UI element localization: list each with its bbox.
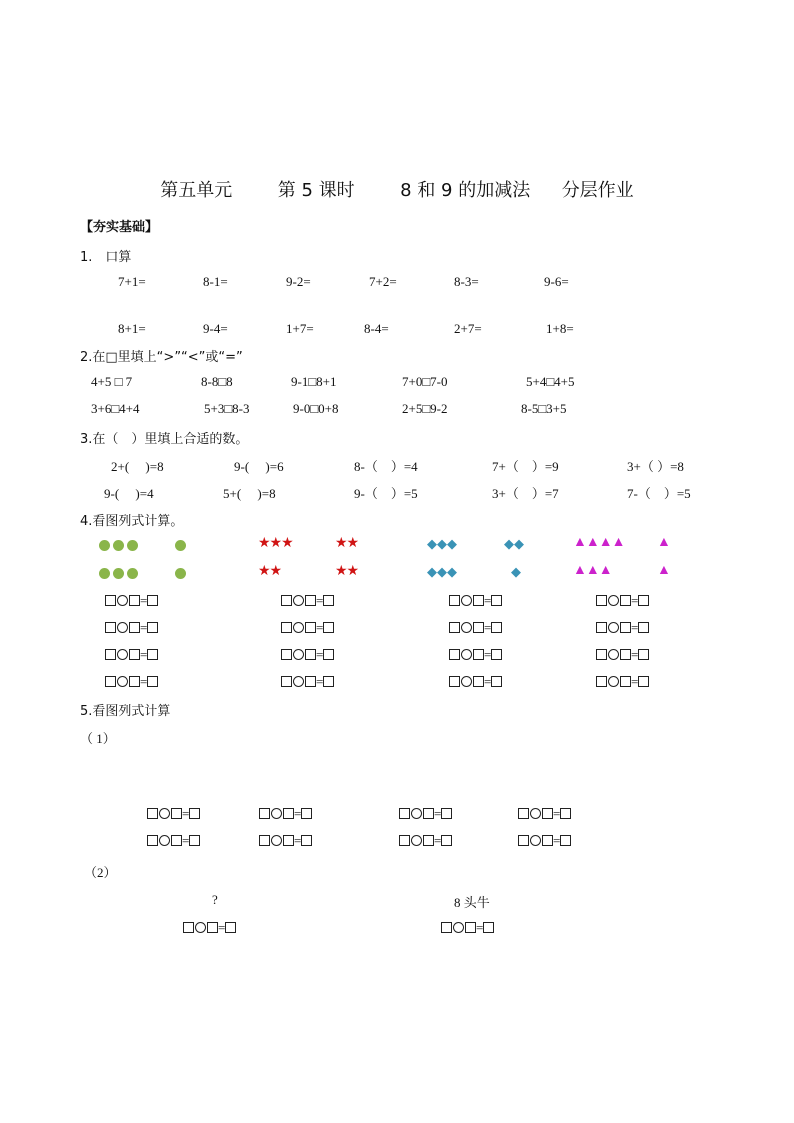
answer-box[interactable] (638, 622, 649, 633)
answer-box[interactable] (147, 808, 158, 819)
answer-box[interactable] (473, 649, 484, 660)
magenta-triangle-icon: ▲▲▲ (573, 563, 612, 578)
answer-box[interactable] (147, 595, 158, 606)
operator-circle[interactable] (461, 595, 472, 606)
equals-sign: = (294, 833, 302, 848)
equals-sign: = (316, 647, 324, 662)
q2-item: 3+6□4+4 (91, 401, 140, 416)
answer-box[interactable] (323, 622, 334, 633)
answer-box[interactable] (441, 808, 452, 819)
equals-sign: = (218, 920, 226, 935)
answer-box[interactable] (620, 622, 631, 633)
operator-circle[interactable] (159, 835, 170, 846)
answer-box[interactable] (518, 835, 529, 846)
green-dot-icon (175, 540, 186, 551)
answer-box[interactable] (491, 595, 502, 606)
operator-circle[interactable] (195, 922, 206, 933)
q2-item: 8-8□8 (201, 374, 233, 389)
equals-sign: = (484, 593, 492, 608)
answer-box[interactable] (620, 595, 631, 606)
equation-template[interactable] (105, 647, 158, 663)
q1-item: 1+8= (546, 321, 574, 336)
equals-sign: = (182, 806, 190, 821)
q3-title: 3.在（ ）里填上合适的数。 (80, 432, 249, 447)
answer-box[interactable] (283, 808, 294, 819)
answer-box[interactable] (281, 595, 292, 606)
operator-circle[interactable] (271, 835, 282, 846)
green-dot-group (175, 566, 189, 584)
page-title (0, 176, 794, 202)
equals-sign: = (631, 674, 639, 689)
q3-item: 2+( )=8 (111, 459, 164, 474)
operator-circle[interactable] (530, 808, 541, 819)
answer-box[interactable] (281, 676, 292, 687)
q1-item: 8-1= (203, 274, 228, 289)
equals-sign: = (434, 833, 442, 848)
answer-box[interactable] (491, 649, 502, 660)
answer-box[interactable] (283, 835, 294, 846)
equation-template[interactable] (596, 620, 649, 636)
operator-circle[interactable] (608, 649, 619, 660)
equation-template[interactable] (281, 593, 334, 609)
answer-box[interactable] (183, 922, 194, 933)
equals-sign: = (140, 674, 148, 689)
equals-sign: = (631, 647, 639, 662)
q3-item: 7-（ ）=5 (627, 486, 691, 501)
blue-diamond-icon: ◆◆◆ (427, 564, 457, 579)
equation-template[interactable] (449, 620, 502, 636)
operator-circle[interactable] (461, 622, 472, 633)
answer-box[interactable] (189, 808, 200, 819)
answer-box[interactable] (423, 808, 434, 819)
equation-template[interactable] (281, 674, 334, 690)
equation-template[interactable] (449, 593, 502, 609)
q1-item: 7+1= (118, 274, 146, 289)
answer-box[interactable] (542, 808, 553, 819)
answer-box[interactable] (129, 676, 140, 687)
q3-item: 9-（ ）=5 (354, 486, 418, 501)
q2-title: 2.在□里填上“>”“<”或“=” (80, 350, 243, 365)
equals-sign: = (140, 620, 148, 635)
answer-box[interactable] (560, 808, 571, 819)
equals-sign: = (631, 593, 639, 608)
green-dot-icon (113, 540, 124, 551)
title-topic: 8 和 9 的加减法 (400, 180, 531, 201)
answer-box[interactable] (441, 835, 452, 846)
q1-item: 2+7= (454, 321, 482, 336)
answer-box[interactable] (638, 595, 649, 606)
q3-item: 9-( )=4 (104, 486, 154, 501)
q1-item: 8-4= (364, 321, 389, 336)
answer-box[interactable] (596, 649, 607, 660)
magenta-triangle-icon: ▲▲▲▲ (573, 535, 625, 550)
q1-item: 1+7= (286, 321, 314, 336)
equation-template[interactable] (399, 806, 452, 822)
operator-circle[interactable] (271, 808, 282, 819)
magenta-triangle-icon: ▲ (657, 535, 670, 550)
operator-circle[interactable] (117, 595, 128, 606)
equation-template[interactable] (281, 647, 334, 663)
equation-template[interactable] (105, 620, 158, 636)
operator-circle[interactable] (453, 922, 464, 933)
q3-item: 3+（ ）=8 (627, 459, 684, 474)
answer-box[interactable] (301, 835, 312, 846)
green-dot-icon (127, 568, 138, 579)
equation-template[interactable] (147, 806, 200, 822)
answer-box[interactable] (491, 676, 502, 687)
answer-box[interactable] (449, 622, 460, 633)
answer-box[interactable] (105, 676, 116, 687)
equation-template[interactable] (259, 806, 312, 822)
q2-item: 7+0□7-0 (402, 374, 448, 389)
answer-box[interactable] (473, 622, 484, 633)
section-label: 【夯实基础】 (80, 220, 159, 235)
operator-circle[interactable] (411, 808, 422, 819)
answer-box[interactable] (483, 922, 494, 933)
equation-template[interactable] (259, 833, 312, 849)
answer-box[interactable] (473, 595, 484, 606)
q3-item: 9-( )=6 (234, 459, 284, 474)
equals-sign: = (140, 647, 148, 662)
green-dot-icon (113, 568, 124, 579)
red-star-icon: ★★ (335, 564, 359, 579)
answer-box[interactable] (423, 835, 434, 846)
answer-box[interactable] (305, 595, 316, 606)
q2-item: 8-5□3+5 (521, 401, 567, 416)
equation-template[interactable] (399, 833, 452, 849)
answer-box[interactable] (259, 808, 270, 819)
equals-sign: = (631, 620, 639, 635)
answer-box[interactable] (105, 649, 116, 660)
q3-item: 8-（ ）=4 (354, 459, 418, 474)
red-star-icon: ★★ (335, 536, 359, 551)
green-dot-group (175, 538, 189, 556)
answer-box[interactable] (638, 676, 649, 687)
answer-box[interactable] (129, 595, 140, 606)
answer-box[interactable] (449, 649, 460, 660)
equals-sign: = (476, 920, 484, 935)
operator-circle[interactable] (411, 835, 422, 846)
equation-template[interactable] (518, 806, 571, 822)
q1-item: 8+1= (118, 321, 146, 336)
equation-template[interactable] (596, 674, 649, 690)
q4-title: 4.看图列式计算。 (80, 514, 184, 529)
answer-box[interactable] (129, 622, 140, 633)
answer-box[interactable] (147, 649, 158, 660)
answer-box[interactable] (171, 808, 182, 819)
answer-box[interactable] (449, 676, 460, 687)
answer-box[interactable] (305, 676, 316, 687)
answer-box[interactable] (449, 595, 460, 606)
answer-box[interactable] (620, 649, 631, 660)
magenta-triangle-icon: ▲ (657, 563, 670, 578)
q3-item: 7+（ ）=9 (492, 459, 559, 474)
q2-item: 5+4□4+5 (526, 374, 575, 389)
answer-box[interactable] (620, 676, 631, 687)
answer-box[interactable] (129, 649, 140, 660)
answer-box[interactable] (399, 808, 410, 819)
green-dot-group (99, 566, 141, 584)
q5-question-mark: ? (212, 892, 218, 907)
q1-item: 9-6= (544, 274, 569, 289)
operator-circle[interactable] (293, 649, 304, 660)
q1-item: 7+2= (369, 274, 397, 289)
equation-template[interactable] (281, 620, 334, 636)
answer-box[interactable] (305, 649, 316, 660)
equals-sign: = (316, 674, 324, 689)
green-dot-icon (99, 540, 110, 551)
answer-box[interactable] (465, 922, 476, 933)
q1-title: 1. 口算 (80, 250, 132, 265)
q5-part2-label: （2） (84, 865, 117, 880)
green-dot-group (99, 538, 141, 556)
q2-item: 4+5 □ 7 (91, 374, 133, 389)
answer-box[interactable] (281, 622, 292, 633)
answer-box[interactable] (542, 835, 553, 846)
equation-template[interactable] (596, 647, 649, 663)
operator-circle[interactable] (117, 649, 128, 660)
equals-sign: = (553, 806, 561, 821)
operator-circle[interactable] (608, 676, 619, 687)
operator-circle[interactable] (293, 595, 304, 606)
operator-circle[interactable] (530, 835, 541, 846)
green-dot-icon (175, 568, 186, 579)
answer-box[interactable] (323, 676, 334, 687)
equals-sign: = (553, 833, 561, 848)
answer-box[interactable] (638, 649, 649, 660)
answer-box[interactable] (171, 835, 182, 846)
operator-circle[interactable] (117, 622, 128, 633)
operator-circle[interactable] (117, 676, 128, 687)
operator-circle[interactable] (461, 676, 472, 687)
operator-circle[interactable] (293, 676, 304, 687)
blue-diamond-icon: ◆◆◆ (427, 536, 457, 551)
answer-box[interactable] (518, 808, 529, 819)
q1-item: 9-2= (286, 274, 311, 289)
blue-diamond-icon: ◆ (511, 564, 521, 579)
answer-box[interactable] (305, 622, 316, 633)
equation-template[interactable] (105, 593, 158, 609)
title-unit: 第五单元 (160, 180, 233, 201)
answer-box[interactable] (441, 922, 452, 933)
q1-item: 8-3= (454, 274, 479, 289)
equals-sign: = (294, 806, 302, 821)
answer-box[interactable] (596, 676, 607, 687)
q5-cows-label: 8 头牛 (454, 895, 490, 910)
blue-diamond-icon: ◆◆ (504, 536, 524, 551)
answer-box[interactable] (399, 835, 410, 846)
operator-circle[interactable] (461, 649, 472, 660)
answer-box[interactable] (323, 649, 334, 660)
answer-box[interactable] (301, 808, 312, 819)
equals-sign: = (316, 620, 324, 635)
answer-box[interactable] (596, 595, 607, 606)
answer-box[interactable] (189, 835, 200, 846)
answer-box[interactable] (147, 835, 158, 846)
q2-item: 9-1□8+1 (291, 374, 337, 389)
title-type: 分层作业 (561, 180, 634, 201)
equation-template[interactable] (147, 833, 200, 849)
q3-item: 3+（ ）=7 (492, 486, 559, 501)
equals-sign: = (182, 833, 190, 848)
q2-item: 2+5□9-2 (402, 401, 448, 416)
equation-template[interactable] (183, 920, 236, 936)
equation-template[interactable] (449, 674, 502, 690)
answer-box[interactable] (147, 676, 158, 687)
answer-box[interactable] (105, 622, 116, 633)
equals-sign: = (484, 620, 492, 635)
equation-template[interactable] (449, 647, 502, 663)
answer-box[interactable] (207, 922, 218, 933)
operator-circle[interactable] (159, 808, 170, 819)
answer-box[interactable] (323, 595, 334, 606)
operator-circle[interactable] (608, 595, 619, 606)
operator-circle[interactable] (608, 622, 619, 633)
q5-title: 5.看图列式计算 (80, 704, 171, 719)
operator-circle[interactable] (293, 622, 304, 633)
equals-sign: = (316, 593, 324, 608)
answer-box[interactable] (225, 922, 236, 933)
q3-item: 5+( )=8 (223, 486, 276, 501)
red-star-icon: ★★ (258, 564, 282, 579)
equation-template[interactable] (441, 920, 494, 936)
red-star-icon: ★★★ (258, 536, 293, 551)
q2-item: 9-0□0+8 (293, 401, 339, 416)
answer-box[interactable] (105, 595, 116, 606)
equation-template[interactable] (596, 593, 649, 609)
title-lesson: 第 5 课时 (277, 180, 355, 201)
green-dot-icon (127, 540, 138, 551)
answer-box[interactable] (560, 835, 571, 846)
equals-sign: = (140, 593, 148, 608)
green-dot-icon (99, 568, 110, 579)
equals-sign: = (484, 674, 492, 689)
answer-box[interactable] (281, 649, 292, 660)
answer-box[interactable] (491, 622, 502, 633)
equals-sign: = (434, 806, 442, 821)
answer-box[interactable] (473, 676, 484, 687)
q1-item: 9-4= (203, 321, 228, 336)
q5-part1-label: （ 1） (80, 731, 116, 746)
equation-template[interactable] (518, 833, 571, 849)
equation-template[interactable] (105, 674, 158, 690)
equals-sign: = (484, 647, 492, 662)
answer-box[interactable] (596, 622, 607, 633)
answer-box[interactable] (259, 835, 270, 846)
q2-item: 5+3□8-3 (204, 401, 250, 416)
answer-box[interactable] (147, 622, 158, 633)
